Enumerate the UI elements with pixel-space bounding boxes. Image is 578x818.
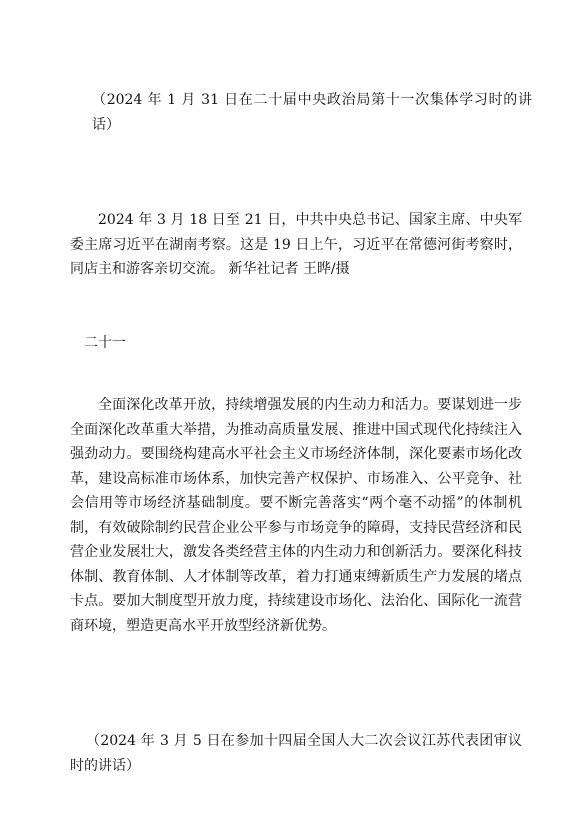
source-note-2: （2024 年 3 月 5 日在参加十四届全国人大二次会议江苏代表团审议时的讲话） xyxy=(70,733,522,774)
photo-caption: 2024 年 3 月 18 日至 21 日，中共中央总书记、国家主席、中央军委主席习近平在湖南考察。这是 19 日上午，习近平在常德河街考察时，同店主和游客亲切交流。 新华社记者 王晔/摄 xyxy=(70,212,522,277)
section-number: 二十一 xyxy=(84,335,126,351)
body-paragraph: 全面深化改革开放，持续增强发展的内生动力和活力。要谋划进一步全面深化改革重大举措，为推动高质量发展、推进中国式现代化持续注入强劲动力。要围绕构建高水平社会主义市场经济体制，深化要素市场化改革，建设高标准市场体系，加快完善产权保护、市场准入、公平竞争、社会信用等市场经济基础制度。要不断完善落实“两个毫不动摇”的体制机制，有效破除制约民营企业公平参与市场竞争的障碍，支持民营经济和民营企业发展壮大，激发各类经营主体的内生动力和创新活力。要深化科技体制、教育体制、人才体制等改革，着力打通束缚新质生产力发展的堵点卡点。要加大制度型开放力度，持续建设市场化、法治化、国际化一流营商环境，塑造更高水平开放型经济新优势。 xyxy=(70,397,522,634)
source-note-1: （2024 年 1 月 31 日在二十届中央政治局第十一次集体学习时的讲话） xyxy=(92,92,532,133)
